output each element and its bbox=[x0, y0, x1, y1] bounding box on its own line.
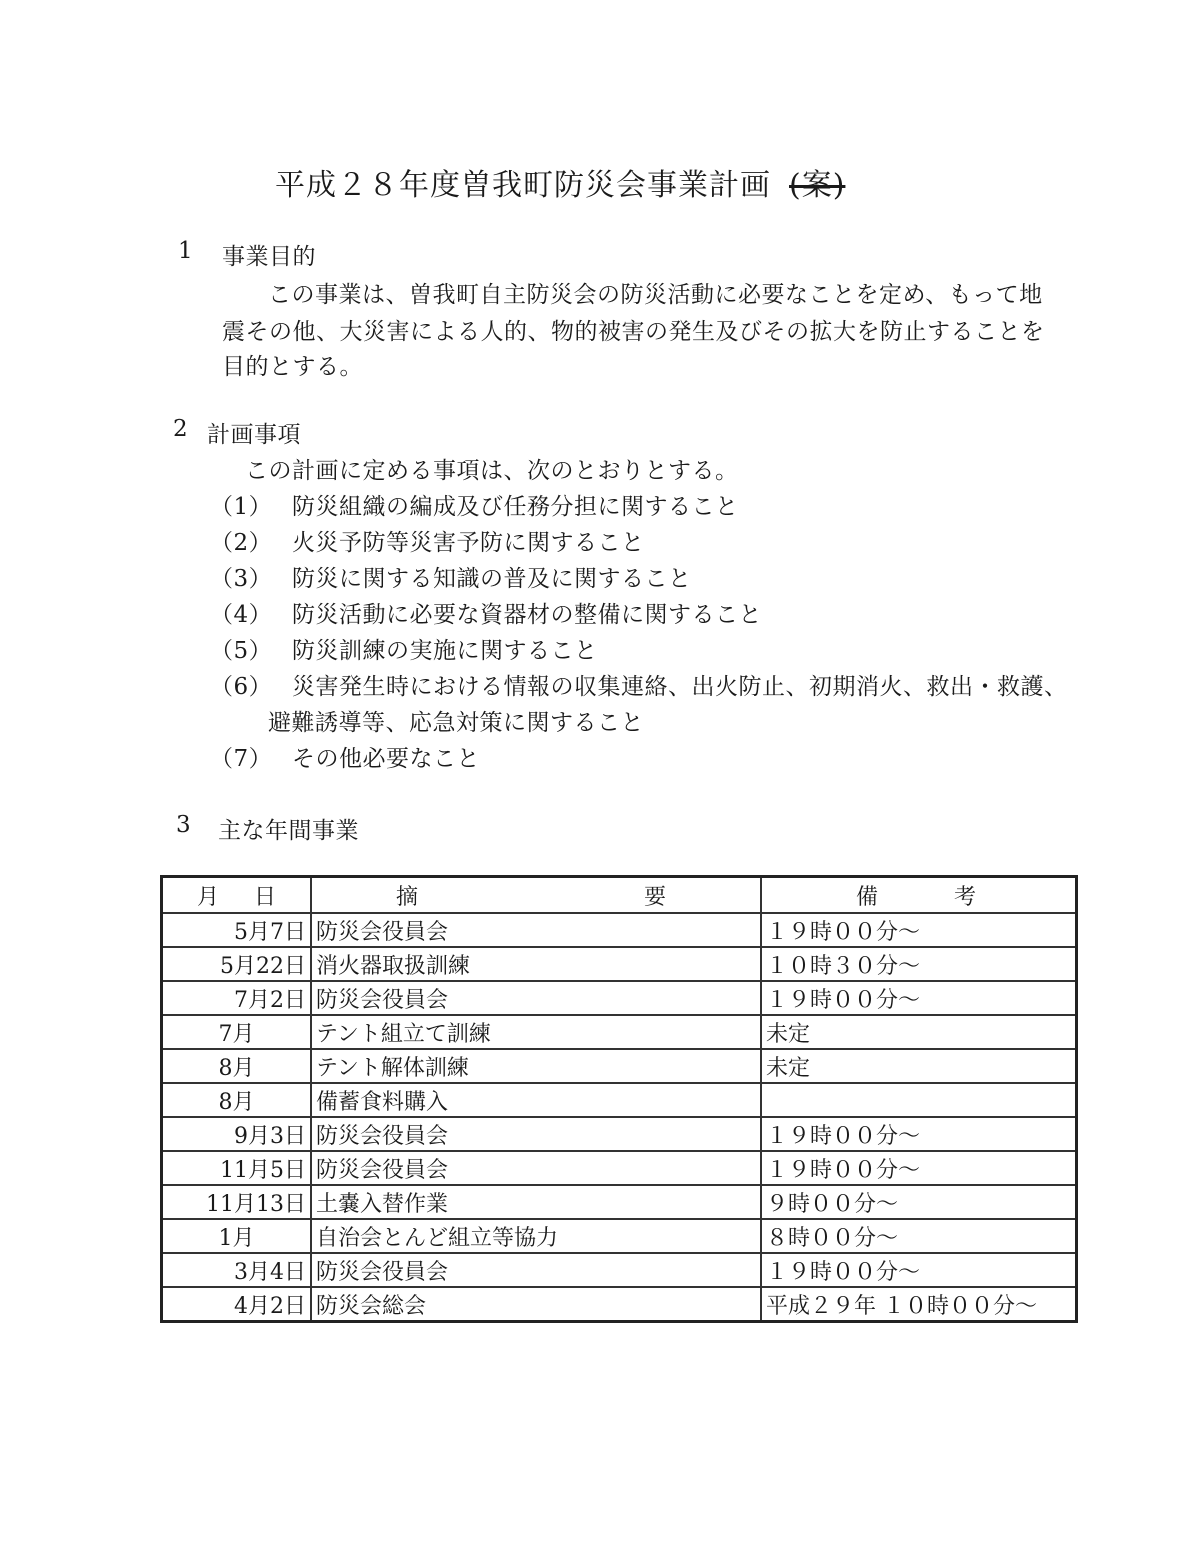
cell-note: １９時００分～ bbox=[761, 1253, 1076, 1287]
cell-note: １９時００分～ bbox=[761, 913, 1076, 947]
annual-schedule-table bbox=[160, 875, 1078, 1323]
cell-note: １９時００分～ bbox=[761, 981, 1076, 1015]
item-text-continuation: 避難誘導等、応急対策に関すること bbox=[268, 710, 644, 736]
item-text: 防災組織の編成及び任務分担に関すること bbox=[292, 494, 739, 520]
section1-body-line: 目的とする。 bbox=[222, 354, 363, 380]
header-date bbox=[162, 877, 311, 914]
cell-date: 1月 bbox=[162, 1219, 311, 1253]
header-note-char1: 備 bbox=[856, 884, 879, 910]
cell-date: 11月13日 bbox=[162, 1185, 311, 1219]
cell-description: 防災会役員会 bbox=[311, 1253, 761, 1287]
cell-date: 9月3日 bbox=[162, 1117, 311, 1151]
table-header-row bbox=[162, 877, 1077, 914]
section3-heading: 主な年間事業 bbox=[218, 818, 359, 844]
item-text: 防災訓練の実施に関すること bbox=[292, 638, 598, 664]
cell-description: 土嚢入替作業 bbox=[311, 1185, 761, 1219]
table-row bbox=[162, 1015, 1077, 1049]
item-text: 災害発生時における情報の収集連絡、出火防止、初期消火、救出・救護、 bbox=[292, 674, 1068, 700]
section1-heading: 事業目的 bbox=[222, 244, 316, 270]
table-row bbox=[162, 1253, 1077, 1287]
header-notes bbox=[761, 877, 1076, 914]
header-date-month: 月 bbox=[197, 884, 220, 910]
cell-date: 5月22日 bbox=[162, 947, 311, 981]
cell-note: １０時３０分～ bbox=[761, 947, 1076, 981]
table-row bbox=[162, 947, 1077, 981]
cell-description: 消火器取扱訓練 bbox=[311, 947, 761, 981]
cell-description: 防災会役員会 bbox=[311, 1117, 761, 1151]
item-number: （7） bbox=[210, 746, 273, 772]
cell-date: 3月4日 bbox=[162, 1253, 311, 1287]
cell-note: 未定 bbox=[761, 1015, 1076, 1049]
cell-note: ９時００分～ bbox=[761, 1185, 1076, 1219]
cell-note: 未定 bbox=[761, 1049, 1076, 1083]
item-number: （1） bbox=[210, 494, 273, 520]
cell-date: 8月 bbox=[162, 1049, 311, 1083]
section1-number: 1 bbox=[178, 238, 194, 264]
cell-description: 自治会とんど組立等協力 bbox=[311, 1219, 761, 1253]
table-row bbox=[162, 1083, 1077, 1117]
table-row bbox=[162, 913, 1077, 947]
cell-description: 防災会総会 bbox=[311, 1287, 761, 1322]
cell-date: 8月 bbox=[162, 1083, 311, 1117]
table-row bbox=[162, 1117, 1077, 1151]
cell-description: 防災会役員会 bbox=[311, 913, 761, 947]
section2-intro: この計画に定める事項は、次のとおりとする。 bbox=[245, 458, 739, 484]
cell-description: テント組立て訓練 bbox=[311, 1015, 761, 1049]
item-text: その他必要なこと bbox=[292, 746, 480, 772]
table-row bbox=[162, 1219, 1077, 1253]
table-row bbox=[162, 1287, 1077, 1322]
title-main: 平成２８年度曽我町防災会事業計画 bbox=[275, 168, 771, 203]
item-number: （6） bbox=[210, 674, 273, 700]
cell-note bbox=[761, 1083, 1076, 1117]
table-row bbox=[162, 1049, 1077, 1083]
item-text: 防災に関する知識の普及に関すること bbox=[292, 566, 692, 592]
cell-date: 7月2日 bbox=[162, 981, 311, 1015]
item-number: （3） bbox=[210, 566, 273, 592]
cell-note: 平成２９年 １０時００分～ bbox=[761, 1287, 1076, 1322]
table-body bbox=[162, 913, 1077, 1322]
item-text: 火災予防等災害予防に関すること bbox=[292, 530, 645, 556]
cell-date: 5月7日 bbox=[162, 913, 311, 947]
cell-note: ８時００分～ bbox=[761, 1219, 1076, 1253]
table-row bbox=[162, 981, 1077, 1015]
cell-note: １９時００分～ bbox=[761, 1151, 1076, 1185]
cell-description: 備蓄食料購入 bbox=[311, 1083, 761, 1117]
item-number: （2） bbox=[210, 530, 273, 556]
draft-mark: (案) bbox=[789, 168, 846, 203]
section2-heading: 計画事項 bbox=[207, 422, 301, 448]
header-note-char2: 考 bbox=[953, 884, 976, 910]
header-description bbox=[311, 877, 761, 914]
cell-description: 防災会役員会 bbox=[311, 1151, 761, 1185]
cell-description: 防災会役員会 bbox=[311, 981, 761, 1015]
section2-number: 2 bbox=[173, 416, 189, 442]
cell-date: 7月 bbox=[162, 1015, 311, 1049]
header-desc-char1: 摘 bbox=[395, 884, 418, 910]
table-row bbox=[162, 1151, 1077, 1185]
section1-body-line: 震その他、大災害による人的、物的被害の発生及びその拡大を防止することを bbox=[222, 319, 1045, 345]
section1-body-line: この事業は、曽我町自主防災会の防災活動に必要なことを定め、もって地 bbox=[268, 282, 1043, 308]
table-row bbox=[162, 1185, 1077, 1219]
item-text: 防災活動に必要な資器材の整備に関すること bbox=[292, 602, 762, 628]
header-date-day: 日 bbox=[253, 884, 276, 910]
cell-description: テント解体訓練 bbox=[311, 1049, 761, 1083]
item-number: （4） bbox=[210, 602, 273, 628]
document-title bbox=[275, 160, 845, 204]
cell-note: １９時００分～ bbox=[761, 1117, 1076, 1151]
cell-date: 4月2日 bbox=[162, 1287, 311, 1322]
cell-date: 11月5日 bbox=[162, 1151, 311, 1185]
header-desc-char2: 要 bbox=[644, 884, 667, 910]
item-number: （5） bbox=[210, 638, 273, 664]
section3-number: 3 bbox=[176, 812, 192, 838]
